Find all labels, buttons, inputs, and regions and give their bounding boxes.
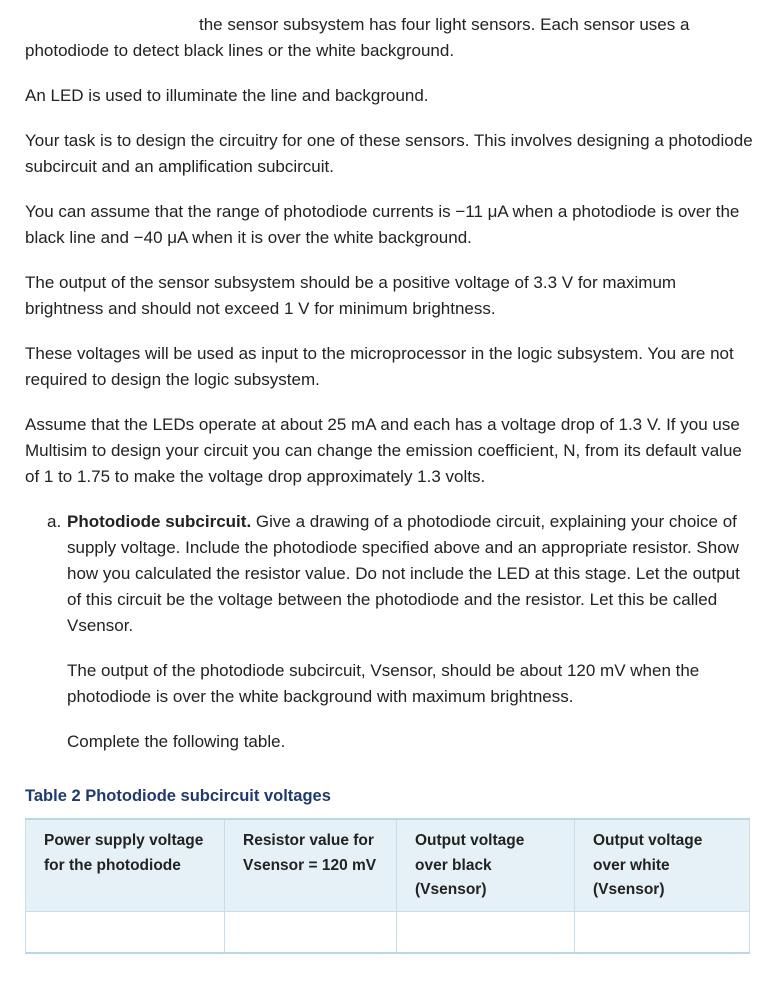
- paragraph-led: An LED is used to illuminate the line and background.: [25, 86, 429, 105]
- paragraph-output: The output of the sensor subsystem should be a positive voltage of 3.3 V for maximum brightness and should not exceed 1 V for minimum brightness.: [25, 273, 677, 318]
- table-cell-resistor-value[interactable]: [225, 911, 397, 953]
- table-header-row: [26, 819, 750, 911]
- item-a-title: Photodiode subcircuit.: [67, 512, 252, 531]
- question-list: [25, 509, 755, 755]
- column-header-output-white: Output voltage over white (Vsensor): [575, 819, 750, 911]
- paragraph-voltages: These voltages will be used as input to the microprocessor in the logic subsystem. You are not required to design the logic subsystem.: [25, 344, 734, 389]
- photodiode-voltages-table: [25, 818, 750, 954]
- paragraph-task: Your task is to design the circuitry for one of these sensors. This involves designing a photodiode subcircuit and an amplification subcircuit.: [25, 131, 753, 176]
- item-a-text: Give a drawing of a photodiode circuit, explaining your choice of supply voltage. Include the photodiode specified above and an appropriate resistor. Show how you calculated the resistor value. Do not include the LED at this stage. Let the output of this circuit be the voltage between the photodiode and the resistor. Let this be called Vsensor.: [67, 512, 740, 635]
- table-cell-power-supply[interactable]: [26, 911, 225, 953]
- table-cell-output-white[interactable]: [575, 911, 750, 953]
- column-header-power-supply: Power supply voltage for the photodiode: [26, 819, 225, 911]
- column-header-resistor-value: Resistor value for Vsensor = 120 mV: [225, 819, 397, 911]
- table-caption: Table 2 Photodiode subcircuit voltages: [25, 787, 331, 805]
- document-body: [25, 12, 755, 954]
- table-row: [26, 911, 750, 953]
- item-marker: a.: [47, 512, 62, 531]
- paragraph-currents: You can assume that the range of photodiode currents is −11 μA when a photodiode is over the black line and −40 μA when it is over the white background.: [25, 202, 740, 247]
- question-item-a: [25, 509, 755, 755]
- paragraph-leds: Assume that the LEDs operate at about 25 mA and each has a voltage drop of 1.3 V. If you use Multisim to design your circuit you can change the emission coefficient, N, from its default value of 1 to 1.75 to make the voltage drop approximately 1.3 volts.: [25, 415, 742, 486]
- item-a-vsensor-paragraph: The output of the photodiode subcircuit, Vsensor, should be about 120 mV when the photodiode is over the white background with maximum brightness.: [67, 661, 700, 706]
- table-cell-output-black[interactable]: [397, 911, 575, 953]
- column-header-output-black: Output voltage over black (Vsensor): [397, 819, 575, 911]
- item-a-paragraph: [67, 509, 755, 639]
- paragraph-sensor-subsystem: the sensor subsystem has four light sensors. Each sensor uses a photodiode to detect black lines or the white background.: [25, 15, 690, 60]
- item-a-instruction: Complete the following table.: [67, 732, 286, 751]
